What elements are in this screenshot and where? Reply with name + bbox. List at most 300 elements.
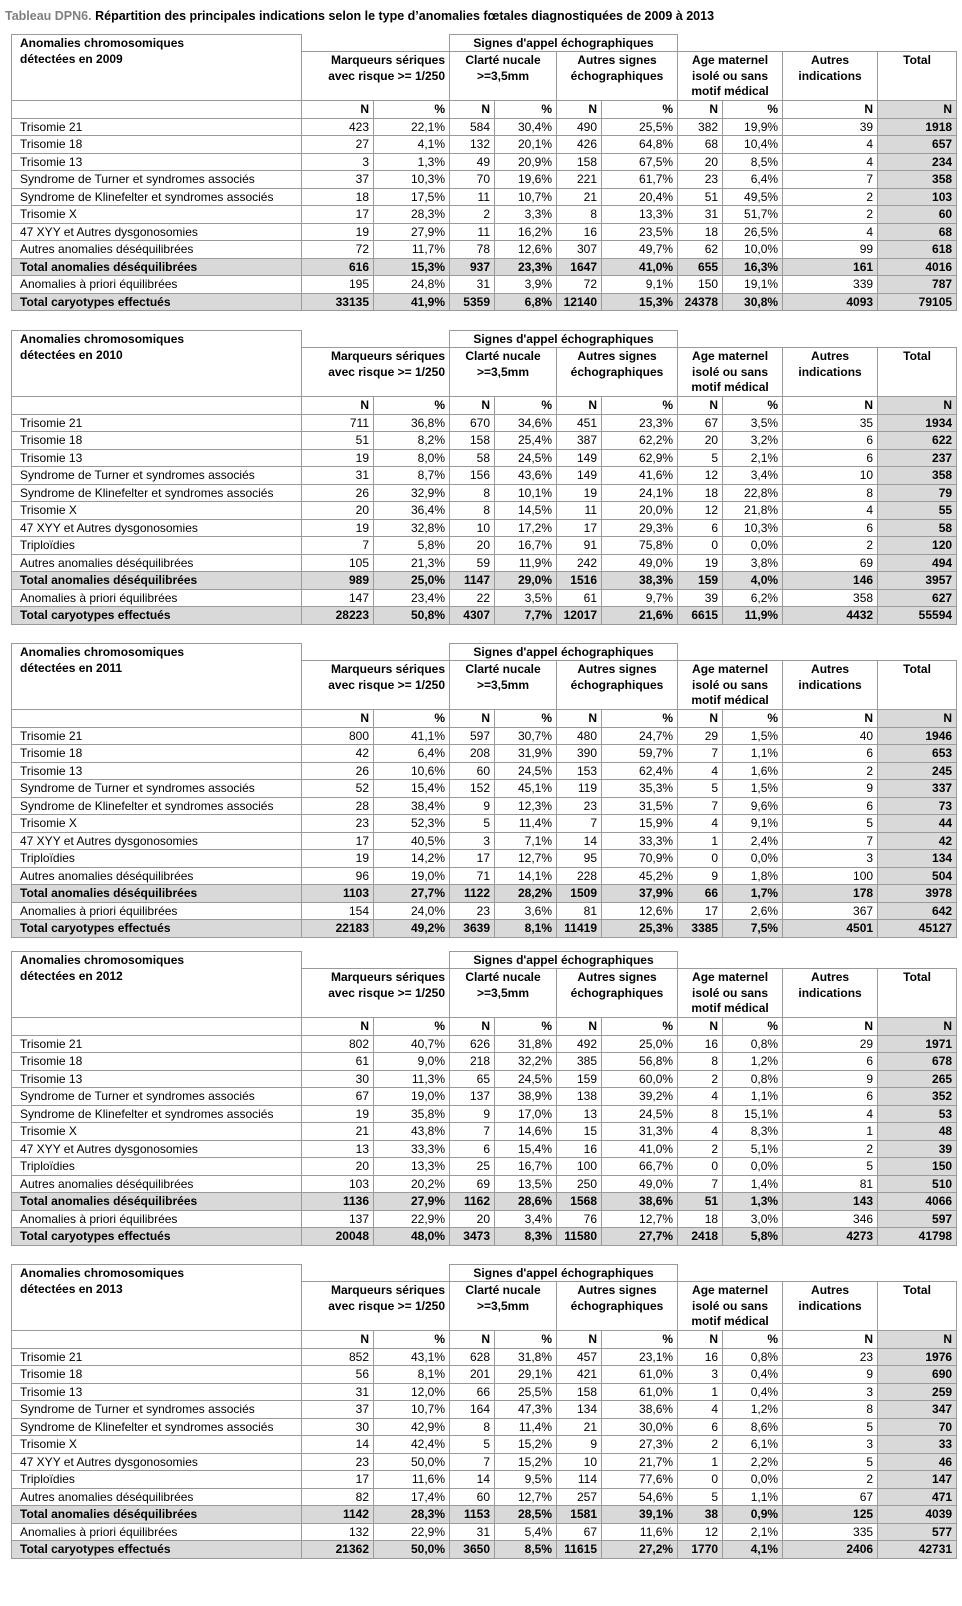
header-line: Age maternel [692,349,769,363]
subheader-pct: % [602,1018,678,1036]
row-value: 7 [783,171,878,189]
row-value: 8,2% [374,432,450,450]
header-line: Marqueurs sériques [330,662,445,676]
subheader-n: N [302,710,374,728]
row-value: 42,4% [374,1436,450,1454]
row-value: 20 [302,1158,374,1176]
row-value: 33 [878,1436,957,1454]
row-value: 8,3% [723,1123,783,1141]
row-value: 2418 [678,1228,723,1246]
row-value: 23 [557,797,602,815]
row-value: 14 [557,832,602,850]
row-value: 3,4% [723,467,783,485]
subheader-n: N [302,101,374,119]
row-value: 66,7% [602,1158,678,1176]
subheader-pct: % [495,710,557,728]
row-value: 37,9% [602,885,678,903]
row-value: 48,0% [374,1228,450,1246]
row-value: 670 [450,414,495,432]
row-label: Trisomie X [12,206,302,224]
subheader-pct: % [495,1018,557,1036]
row-label: Trisomie 21 [12,414,302,432]
row-value: 25,4% [495,432,557,450]
row-value: 54,6% [602,1488,678,1506]
row-value: 8,1% [495,920,557,938]
table-row [12,832,957,850]
header-line: détectées en 2011 [20,660,123,675]
row-value: 3 [783,1383,878,1401]
row-value: 8 [783,484,878,502]
row-value: 27,9% [374,1193,450,1211]
row-label: Syndrome de Turner et syndromes associés [12,171,302,189]
subheader-n: N [557,710,602,728]
row-value: 44 [878,815,957,833]
row-value: 11 [557,502,602,520]
row-value: 8 [783,1401,878,1419]
row-value: 28,6% [495,1193,557,1211]
row-value: 2 [678,1140,723,1158]
row-value: 152 [450,780,495,798]
row-value: 8 [557,206,602,224]
row-value: 3957 [878,572,957,590]
header-line: Age maternel [692,662,769,676]
row-label: 47 XYY et Autres dysgonosomies [12,519,302,537]
row-value: 1 [783,1123,878,1141]
row-label: Anomalies à priori équilibrées [12,276,302,294]
row-value: 147 [878,1471,957,1489]
row-value: 45,2% [602,867,678,885]
row-value: 9 [783,1366,878,1384]
header-line: avec risque >= 1/250 [328,1298,445,1313]
row-value: 51,7% [723,206,783,224]
row-value: 802 [302,1035,374,1053]
header-line: échographiques [570,68,664,83]
row-value: 15,2% [495,1436,557,1454]
row-value: 12,6% [602,902,678,920]
row-value: 6 [783,1088,878,1106]
column-header-col-age [678,52,783,101]
header-line: Autres [811,1283,850,1297]
subheader-pct: % [723,101,783,119]
subheader-n: N [678,1331,723,1349]
table-row [12,153,957,171]
header-blank [302,952,450,969]
table-row [12,797,957,815]
row-value: 1122 [450,885,495,903]
header-line: échographiques [570,677,664,692]
row-value: 79105 [878,293,957,311]
row-value: 307 [557,241,602,259]
row-value: 510 [878,1175,957,1193]
table-row [12,1175,957,1193]
row-value: 5 [783,1418,878,1436]
row-value: 100 [783,867,878,885]
header-line: détectées en 2013 [20,1281,123,1296]
row-value: 358 [783,589,878,607]
row-value: 10,6% [374,762,450,780]
row-value: 9 [783,1070,878,1088]
row-label: Syndrome de Turner et syndromes associés [12,780,302,798]
header-blank [678,644,957,661]
table-row [12,1453,957,1471]
row-value: 159 [678,572,723,590]
row-value: 81 [557,902,602,920]
row-value: 10,4% [723,136,783,154]
row-value: 23 [450,902,495,920]
row-value: 43,8% [374,1123,450,1141]
row-value: 6,1% [723,1436,783,1454]
table-row [12,1471,957,1489]
row-value: 143 [783,1193,878,1211]
table-row [12,171,957,189]
row-label: Autres anomalies déséquilibrées [12,241,302,259]
row-value: 11,4% [495,815,557,833]
row-value: 8 [450,502,495,520]
table-row [12,1228,957,1246]
subheader-n: N [557,1331,602,1349]
header-line: motif médical [691,1314,769,1328]
table-label [12,35,302,101]
row-value: 70,9% [602,850,678,868]
row-label: Total caryotypes effectués [12,607,302,625]
row-value: 8,5% [495,1541,557,1559]
header-blank [678,952,957,969]
row-value: 19 [302,850,374,868]
header-line: Autres signes [577,53,657,67]
row-value: 100 [557,1158,602,1176]
row-value: 6 [678,1418,723,1436]
row-value: 218 [450,1053,495,1071]
row-value: 25,3% [602,920,678,938]
row-value: 40 [783,727,878,745]
row-value: 13,3% [602,206,678,224]
row-value: 1568 [557,1193,602,1211]
header-line: Clarté nucale [465,53,541,67]
row-value: 1 [678,832,723,850]
row-value: 45,1% [495,780,557,798]
subheader-pct: % [495,1331,557,1349]
subheader-pct: % [602,710,678,728]
row-value: 158 [557,153,602,171]
row-value: 14 [450,1471,495,1489]
row-value: 989 [302,572,374,590]
row-value: 2,4% [723,832,783,850]
signes-header: Signes d'appel échographiques [450,952,678,969]
row-value: 24,5% [495,1070,557,1088]
row-value: 21 [557,188,602,206]
row-value: 29 [678,727,723,745]
row-value: 62 [678,241,723,259]
subheader-pct: % [602,397,678,415]
table-row [12,1070,957,1088]
header-line: isolé ou sans [692,985,769,1000]
row-value: 58 [878,519,957,537]
row-value: 30,0% [602,1418,678,1436]
row-label: Trisomie 13 [12,762,302,780]
row-value: 16 [678,1035,723,1053]
row-value: 156 [450,467,495,485]
row-value: 31 [450,276,495,294]
row-value: 15,1% [723,1105,783,1123]
row-value: 1 [678,1453,723,1471]
row-value: 31 [302,1383,374,1401]
row-value: 4039 [878,1506,957,1524]
row-value: 99 [783,241,878,259]
row-value: 21,3% [374,554,450,572]
row-label: Anomalies à priori équilibrées [12,902,302,920]
row-value: 67 [557,1523,602,1541]
row-value: 25,5% [495,1383,557,1401]
table-row [12,745,957,763]
table-row [12,519,957,537]
row-value: 3,8% [723,554,783,572]
table-row [12,206,957,224]
row-label: Syndrome de Klinefelter et syndromes associés [12,188,302,206]
row-value: 1,5% [723,727,783,745]
row-value: 24,8% [374,276,450,294]
header-line: Anomalies chromosomiques [20,953,185,967]
row-label: Syndrome de Klinefelter et syndromes associés [12,1418,302,1436]
row-value: 22,9% [374,1210,450,1228]
header-line: Age maternel [692,53,769,67]
row-value: 30,4% [495,118,557,136]
row-value: 7,7% [495,607,557,625]
row-value: 25 [450,1158,495,1176]
row-value: 60 [878,206,957,224]
row-value: 20,1% [495,136,557,154]
row-value: 1,8% [723,867,783,885]
row-value: 67 [302,1088,374,1106]
row-value: 40,7% [374,1035,450,1053]
row-value: 19,1% [723,276,783,294]
subheader-n: N [878,710,957,728]
row-value: 146 [783,572,878,590]
row-value: 3 [302,153,374,171]
column-header-col-autres-signes [557,52,678,101]
row-value: 15 [557,1123,602,1141]
row-value: 10,7% [374,1401,450,1419]
row-label: Syndrome de Klinefelter et syndromes associés [12,1105,302,1123]
row-value: 9,7% [602,589,678,607]
signes-header: Signes d'appel échographiques [450,35,678,52]
row-value: 16,3% [723,258,783,276]
row-value: 19,0% [374,867,450,885]
row-value: 95 [557,850,602,868]
row-label: Trisomie 18 [12,1366,302,1384]
row-value: 28,3% [374,206,450,224]
row-value: 7 [678,745,723,763]
subheader-n: N [678,710,723,728]
row-value: 8,3% [495,1228,557,1246]
row-value: 471 [878,1488,957,1506]
row-value: 12 [678,502,723,520]
row-value: 1,3% [374,153,450,171]
row-value: 5 [678,780,723,798]
row-value: 4 [678,762,723,780]
row-value: 584 [450,118,495,136]
row-value: 31 [678,206,723,224]
subheader-pct: % [723,710,783,728]
row-value: 347 [878,1401,957,1419]
column-header-col-marqueurs [302,348,450,397]
row-value: 12,7% [495,850,557,868]
row-value: 27,7% [374,885,450,903]
row-value: 9 [678,867,723,885]
row-value: 41,1% [374,727,450,745]
row-value: 7,5% [723,920,783,938]
row-value: 120 [878,537,957,555]
row-value: 15,2% [495,1453,557,1471]
table-row [12,554,957,572]
row-value: 4,1% [723,1541,783,1559]
row-label: Trisomie 18 [12,136,302,154]
row-label: Trisomie 13 [12,1383,302,1401]
row-value: 616 [302,258,374,276]
row-value: 4501 [783,920,878,938]
row-value: 2 [783,537,878,555]
table-label [12,1265,302,1331]
row-value: 4307 [450,607,495,625]
row-value: 70 [450,171,495,189]
row-value: 335 [783,1523,878,1541]
row-value: 40,5% [374,832,450,850]
row-value: 119 [557,780,602,798]
row-value: 159 [557,1070,602,1088]
row-value: 13 [302,1140,374,1158]
header-line: détectées en 2010 [20,347,123,362]
row-value: 14 [302,1436,374,1454]
row-value: 1136 [302,1193,374,1211]
row-value: 19 [302,223,374,241]
row-value: 2 [450,206,495,224]
row-value: 11,7% [374,241,450,259]
column-header-total: Total [878,661,957,710]
row-value: 64,8% [602,136,678,154]
row-value: 10,1% [495,484,557,502]
row-value: 38,4% [374,797,450,815]
row-value: 2 [783,1140,878,1158]
column-header-col-clarte [450,1282,557,1331]
subheader-blank [12,1018,302,1036]
row-value: 56,8% [602,1053,678,1071]
row-label: 47 XYY et Autres dysgonosomies [12,832,302,850]
row-value: 7 [678,1175,723,1193]
row-value: 49 [450,153,495,171]
subheader-pct: % [374,1018,450,1036]
row-value: 237 [878,449,957,467]
row-value: 35 [783,414,878,432]
row-value: 67 [783,1488,878,1506]
subheader-n: N [783,101,878,119]
row-label: Trisomie 18 [12,432,302,450]
subheader-n: N [678,1018,723,1036]
row-value: 35,3% [602,780,678,798]
row-value: 82 [302,1488,374,1506]
column-header-col-autres-signes [557,348,678,397]
row-value: 9 [450,1105,495,1123]
row-value: 150 [878,1158,957,1176]
row-value: 4432 [783,607,878,625]
row-value: 7 [302,537,374,555]
row-value: 22,8% [723,484,783,502]
row-value: 20,4% [602,188,678,206]
header-line: isolé ou sans [692,1298,769,1313]
row-value: 36,4% [374,502,450,520]
header-line: détectées en 2009 [20,51,123,66]
header-line: motif médical [691,84,769,98]
subheader-n: N [557,1018,602,1036]
row-value: 15,4% [374,780,450,798]
row-value: 8 [678,1053,723,1071]
row-value: 31 [450,1523,495,1541]
header-line: Marqueurs sériques [330,970,445,984]
row-value: 19,6% [495,171,557,189]
row-value: 17,2% [495,519,557,537]
header-line: Age maternel [692,970,769,984]
row-value: 19 [678,554,723,572]
header-line: isolé ou sans [692,677,769,692]
row-value: 3,3% [495,206,557,224]
row-value: 24,5% [495,762,557,780]
row-value: 149 [557,467,602,485]
row-value: 24,1% [602,484,678,502]
row-value: 31,3% [602,1123,678,1141]
row-value: 1,1% [723,1488,783,1506]
row-value: 12017 [557,607,602,625]
table-row [12,467,957,485]
row-value: 81 [783,1175,878,1193]
row-value: 6 [783,432,878,450]
row-value: 245 [878,762,957,780]
row-value: 59 [450,554,495,572]
row-value: 53 [878,1105,957,1123]
table-row [12,1053,957,1071]
header-line: échographiques [570,364,664,379]
header-line: >=3,5mm [476,985,530,1000]
row-value: 17,5% [374,188,450,206]
row-value: 3,0% [723,1210,783,1228]
table-row [12,1523,957,1541]
row-label: 47 XYY et Autres dysgonosomies [12,1140,302,1158]
row-value: 27,9% [374,223,450,241]
row-label: Triploïdies [12,1471,302,1489]
signes-header: Signes d'appel échographiques [450,1265,678,1282]
subheader-n: N [450,710,495,728]
row-value: 3 [450,832,495,850]
row-value: 937 [450,258,495,276]
row-value: 14,5% [495,502,557,520]
table-4 [11,1264,957,1559]
row-value: 0,4% [723,1366,783,1384]
row-value: 50,0% [374,1453,450,1471]
row-value: 1,6% [723,762,783,780]
row-value: 49,0% [602,554,678,572]
row-value: 29 [783,1035,878,1053]
table-1 [11,330,957,625]
header-line: Autres signes [577,970,657,984]
table-row [12,1418,957,1436]
row-value: 1934 [878,414,957,432]
subheader-n: N [557,397,602,415]
row-value: 1,4% [723,1175,783,1193]
row-value: 3 [783,1436,878,1454]
row-value: 0 [678,850,723,868]
row-value: 1 [678,1383,723,1401]
row-value: 8,1% [374,1366,450,1384]
row-value: 4 [678,1123,723,1141]
header-line: avec risque >= 1/250 [328,985,445,1000]
row-value: 5 [450,1436,495,1454]
